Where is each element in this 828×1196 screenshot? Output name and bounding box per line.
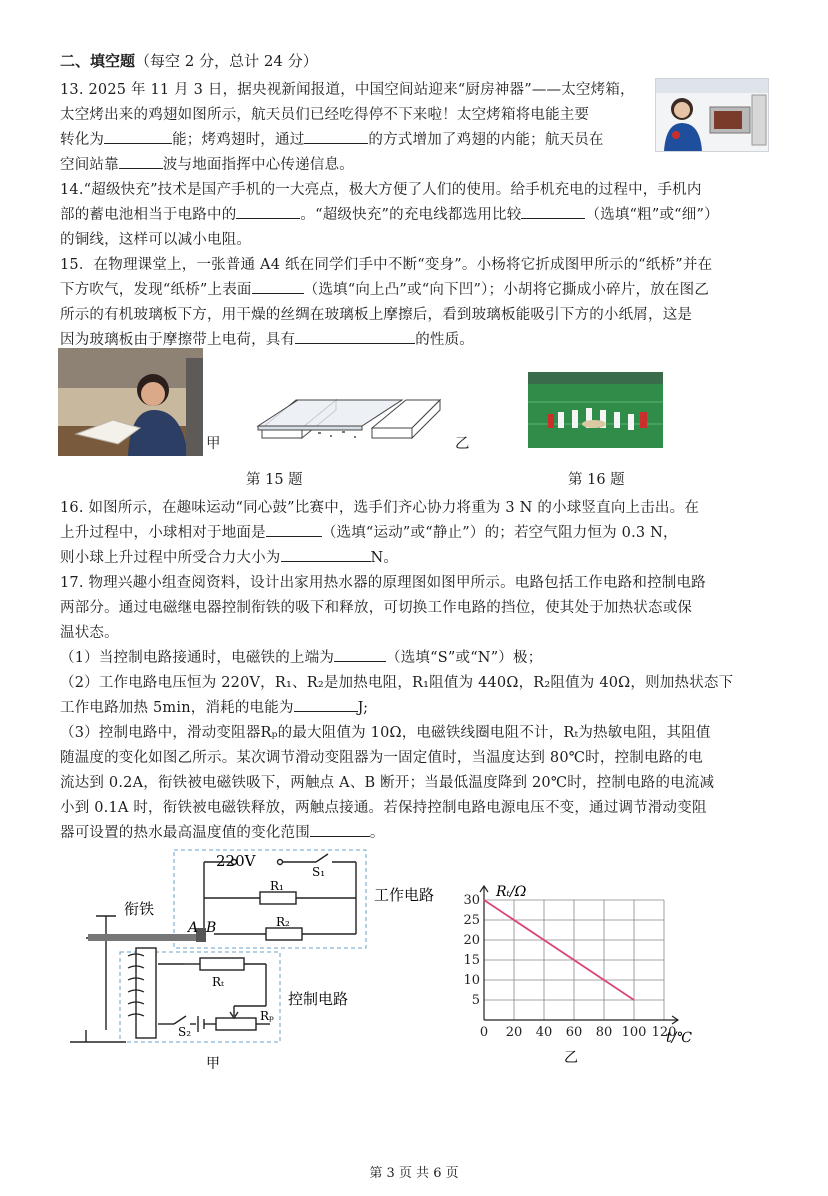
q17-part1: （1）当控制电路接通时，电磁铁的上端为 （选填“S”或“N”）极； — [60, 646, 542, 667]
answer-blank[interactable] — [304, 129, 368, 144]
answer-blank[interactable] — [266, 522, 322, 537]
y-tick-label: 10 — [463, 973, 480, 988]
y-axis-label: Rₜ/Ω — [496, 884, 527, 900]
section-note: （每空 2 分，总计 24 分） — [135, 52, 318, 70]
armature-label: 衔铁 — [124, 900, 155, 918]
page-footer: 第 3 页 共 6 页 — [369, 1166, 459, 1181]
q13-line-1: 13. 2025 年 11 月 3 日，据央视新闻报道，中国空间站迎来“厨房神器”——太空烤箱， — [60, 82, 635, 98]
contact-b-label: B — [206, 920, 217, 936]
q17-line-2: 两部分。通过电磁继电器控制衔铁的吸下和释放，可切换工作电路的挡位，使其处于加热状态或保 — [60, 600, 693, 616]
q15-line-4: 因为玻璃板由于摩擦带上电荷，具有 的性质。 — [60, 328, 474, 349]
q17-part3-line-2: 随温度的变化如图乙所示。某次调节滑动变阻器为一固定值时，当温度达到 80℃时，控制电路的电 — [60, 750, 703, 766]
section-title: 二、填空题 — [60, 52, 136, 70]
q17-part2-line-2: 工作电路加热 5min，消耗的电能为 J; — [60, 696, 368, 717]
contact-a-label: A — [188, 920, 199, 936]
x-tick-label: 80 — [595, 1025, 613, 1040]
y-tick-label: 15 — [463, 953, 480, 968]
q16-line-3: 则小球上升过程中所受合力大小为 N。 — [60, 546, 398, 567]
work-circuit-label: 工作电路 — [374, 886, 435, 904]
q17-part2-line-1: （2）工作电路电压恒为 220V，R₁、R₂是加热电阻，R₁阻值为 440Ω，R₂阻值为 40Ω，则加热状态下 — [60, 675, 734, 691]
y-tick-label: 25 — [463, 913, 480, 928]
control-circuit-label: 控制电路 — [288, 990, 349, 1008]
answer-blank[interactable] — [281, 547, 371, 562]
q13-line-3: 转化为 能；烤鸡翅时，通过 的方式增加了鸡翅的内能；航天员在 — [60, 128, 604, 149]
x-tick-label: 40 — [535, 1025, 553, 1040]
x-tick-label: 60 — [565, 1025, 583, 1040]
resistor-r1-label: R₁ — [270, 879, 284, 893]
circuit-diagram — [66, 846, 456, 1076]
answer-blank[interactable] — [521, 204, 585, 219]
answer-blank[interactable] — [295, 329, 415, 344]
q17-part3-line-5: 器可设置的热水最高温度值的变化范围 。 — [60, 821, 385, 842]
q13-line-4: 空间站靠 波与地面指挥中心传递信息。 — [60, 153, 354, 174]
q17-line-1: 17. 物理兴趣小组查阅资料，设计出家用热水器的原理图如图甲所示。电路包括工作电路和控制电路 — [60, 575, 706, 591]
glass-plate-diagram — [252, 370, 442, 450]
y-tick-label: 20 — [463, 933, 480, 948]
figure-label-jia: 甲 — [206, 436, 221, 452]
drum-game-photo — [528, 372, 663, 448]
q13-line-2: 太空烤出来的鸡翅如图所示，航天员们已经吃得停不下来啦！太空烤箱将电能主要 — [60, 107, 590, 123]
resistor-r2-label: R₂ — [276, 915, 290, 929]
q17-part3-line-1: （3）控制电路中，滑动变阻器Rₚ的最大阻值为 10Ω，电磁铁线圈电阻不计，Rₜ为热敏电阻，其阻值 — [60, 725, 711, 741]
q17-line-3: 温状态。 — [60, 625, 119, 641]
answer-blank[interactable] — [294, 697, 358, 712]
rt-temperature-graph — [460, 876, 706, 1066]
voltage-label: 220V — [216, 852, 256, 870]
q17-part3-line-4: 小到 0.1A 时，衔铁被电磁铁释放，两触点接通。若保持控制电路电源电压不变，通过调节滑动变阻 — [60, 800, 707, 816]
x-tick-label: 120 — [651, 1025, 677, 1040]
answer-blank[interactable] — [334, 647, 386, 662]
figure-label-yi: 乙 — [455, 436, 470, 452]
rheostat-label: Rₚ — [260, 1009, 274, 1023]
q14-line-2: 部的蓄电池相当于电路中的 。“超级快充”的充电线都选用比较 （选填“粗”或“细”） — [60, 203, 719, 224]
x-axis-label: t/℃ — [666, 1030, 693, 1046]
caption-q16: 第 16 题 — [568, 472, 625, 488]
x-tick-label: 20 — [505, 1025, 523, 1040]
x-tick-label: 100 — [621, 1025, 647, 1040]
paper-bridge-photo — [58, 348, 203, 456]
section-heading — [60, 50, 318, 71]
q14-line-3: 的铜线，这样可以减小电阻。 — [60, 232, 252, 248]
q16-line-1: 16. 如图所示，在趣味运动“同心鼓”比赛中，选手们齐心协力将重为 3 N 的小球竖直向上击出。在 — [60, 500, 700, 516]
answer-blank[interactable] — [104, 129, 172, 144]
figure-label-yi-graph: 乙 — [564, 1050, 578, 1066]
x-tick-label: 0 — [479, 1025, 489, 1040]
q15-line-1: 15．在物理课堂上，一张普通 A4 纸在同学们手中不断“变身”。小杨将它折成图甲所示的“纸桥”并在 — [60, 257, 713, 273]
q15-line-3: 所示的有机玻璃板下方，用干燥的丝绸在玻璃板上摩擦后，看到玻璃板能吸引下方的小纸屑，这是 — [60, 307, 693, 323]
astronaut-photo — [655, 78, 769, 152]
q16-line-2: 上升过程中，小球相对于地面是 （选填“运动”或“静止”）的；若空气阻力恒为 0.3 N， — [60, 521, 678, 542]
rt-series-line — [484, 900, 634, 1000]
thermistor-label: Rₜ — [212, 975, 224, 989]
answer-blank[interactable] — [252, 279, 304, 294]
answer-blank[interactable] — [310, 822, 370, 837]
y-tick-label: 5 — [471, 993, 480, 1008]
answer-blank[interactable] — [236, 204, 300, 219]
q14-line-1: 14.“超级快充”技术是国产手机的一大亮点，极大方便了人们的使用。给手机充电的过程中，手机内 — [60, 182, 702, 198]
q17-part3-line-3: 流达到 0.2A，衔铁被电磁铁吸下，两触点 A、B 断开；当最低温度降到 20℃时，控制电路的电流减 — [60, 775, 715, 791]
caption-q15: 第 15 题 — [246, 472, 303, 488]
switch-s2-label: S₂ — [178, 1025, 192, 1039]
answer-blank[interactable] — [119, 154, 163, 169]
figure-label-jia-circuit: 甲 — [206, 1056, 220, 1072]
switch-s1-label: S₁ — [312, 865, 326, 879]
y-tick-label: 30 — [463, 893, 480, 908]
q15-line-2: 下方吹气，发现“纸桥”上表面 （选填“向上凸”或“向下凹”）；小胡将它撕成小碎片，放在图乙 — [60, 278, 709, 299]
